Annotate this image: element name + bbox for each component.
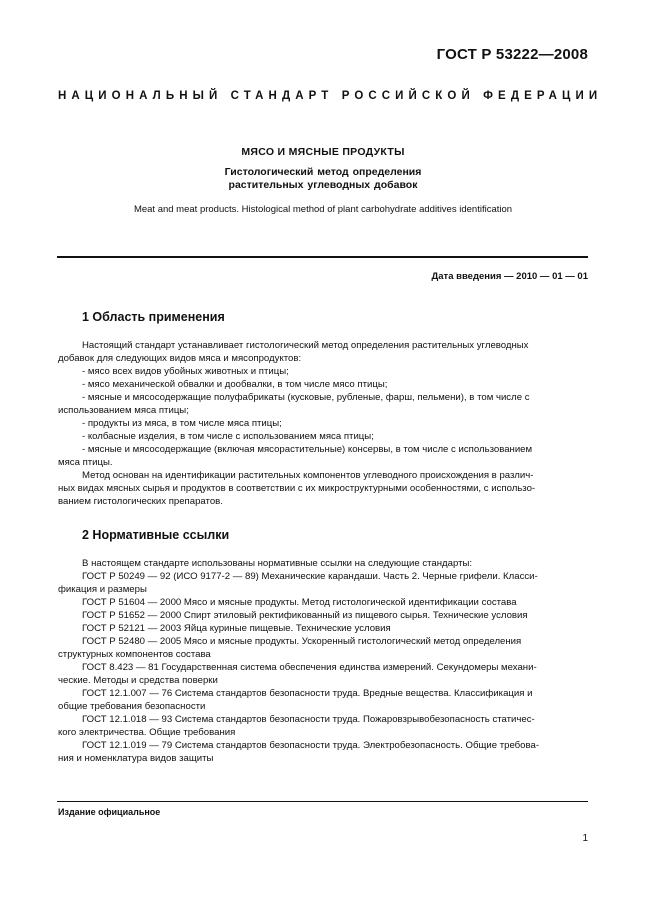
body-line: - мясо механической обвалки и дообвалки, в том числе мясо птицы; [82,379,388,390]
national-standard-banner: НАЦИОНАЛЬНЫЙ СТАНДАРТ РОССИЙСКОЙ ФЕДЕРАЦИИ [58,90,603,102]
body-line: ГОСТ Р 51652 — 2000 Спирт этиловый ректификованный из пищевого сырья. Технические условия [82,610,528,621]
title-divider [57,256,588,258]
body-line: мяса птицы. [58,457,113,468]
introduction-date: Дата введения — 2010 — 01 — 01 [431,271,588,282]
page-number: 1 [582,833,588,844]
body-line: структурных компонентов состава [58,649,211,660]
section-2-body [58,557,589,765]
document-code: ГОСТ Р 53222—2008 [436,46,588,63]
edition-note: Издание официальное [58,807,161,817]
body-line: - продукты из мяса, в том числе мяса птицы; [82,418,282,429]
document-title: МЯСО И МЯСНЫЕ ПРОДУКТЫ [241,146,405,158]
body-line: ческие. Методы и средства поверки [58,675,218,686]
body-line: ГОСТ Р 52121 — 2003 Яйца куриные пищевые. Технические условия [82,623,391,634]
body-line: ГОСТ Р 51604 — 2000 Мясо и мясные продукты. Метод гистологической идентификации состава [82,597,517,608]
body-line: - колбасные изделия, в том числе с использованием мяса птицы; [82,431,374,442]
body-line: ГОСТ 8.423 — 81 Государственная система обеспечения единства измерений. Секундомеры механи- [82,662,537,673]
body-line: ванием гистологических препаратов. [58,496,223,507]
body-line: - мясные и мясосодержащие (включая мясорастительные) консервы, в том числе с использованием [82,444,533,455]
body-line: - мясные и мясосодержащие полуфабрикаты (кусковые, рубленые, фарш, пельмени), в том числе с [82,392,530,403]
section-1-heading: 1 Область применения [82,310,225,324]
section-1-body [58,339,589,508]
title-block [0,146,646,215]
body-line: добавок для следующих видов мяса и мясопродуктов: [58,353,302,364]
document-subtitle [0,166,646,192]
subtitle-line: растительных углеводных добавок [228,179,418,191]
subtitle-line: Гистологический метод определения [224,166,422,178]
body-line: ГОСТ Р 52480 — 2005 Мясо и мясные продукты. Ускоренный гистологический метод определения [82,636,522,647]
footer-divider [57,801,588,802]
body-line: ГОСТ 12.1.019 — 79 Система стандартов безопасности труда. Электробезопасность. Общие требова- [82,740,540,751]
body-line: Настоящий стандарт устанавливает гистологический метод определения растительных углеводных [82,340,529,351]
body-line: общие требования безопасности [58,701,206,712]
body-line: ГОСТ 12.1.018 — 93 Система стандартов безопасности труда. Пожаровзрывобезопасность статичес- [82,714,535,725]
body-line: кого электричества. Общие требования [58,727,236,738]
body-line: - мясо всех видов убойных животных и птицы; [82,366,289,377]
body-line: ГОСТ Р 50249 — 92 (ИСО 9177-2 — 89) Механические карандаши. Часть 2. Черные грифели. Класси- [82,571,538,582]
section-2-heading: 2 Нормативные ссылки [82,528,230,542]
body-line: фикация и размеры [58,584,147,595]
body-line: Метод основан на идентификации растительных компонентов углеводного происхождения в различ- [82,470,534,481]
body-line: ГОСТ 12.1.007 — 76 Система стандартов безопасности труда. Вредные вещества. Классификация и [82,688,533,699]
english-title: Meat and meat products. Histological method of plant carbohydrate additives identification [133,204,513,215]
body-line: ния и номенклатура видов защиты [58,753,214,764]
body-line: использованием мяса птицы; [58,405,189,416]
body-line: ных видах мясных сырья и продуктов в соответствии с их микроструктурными особенностями, с использо- [58,483,536,494]
body-line: В настоящем стандарте использованы нормативные ссылки на следующие стандарты: [82,558,473,569]
